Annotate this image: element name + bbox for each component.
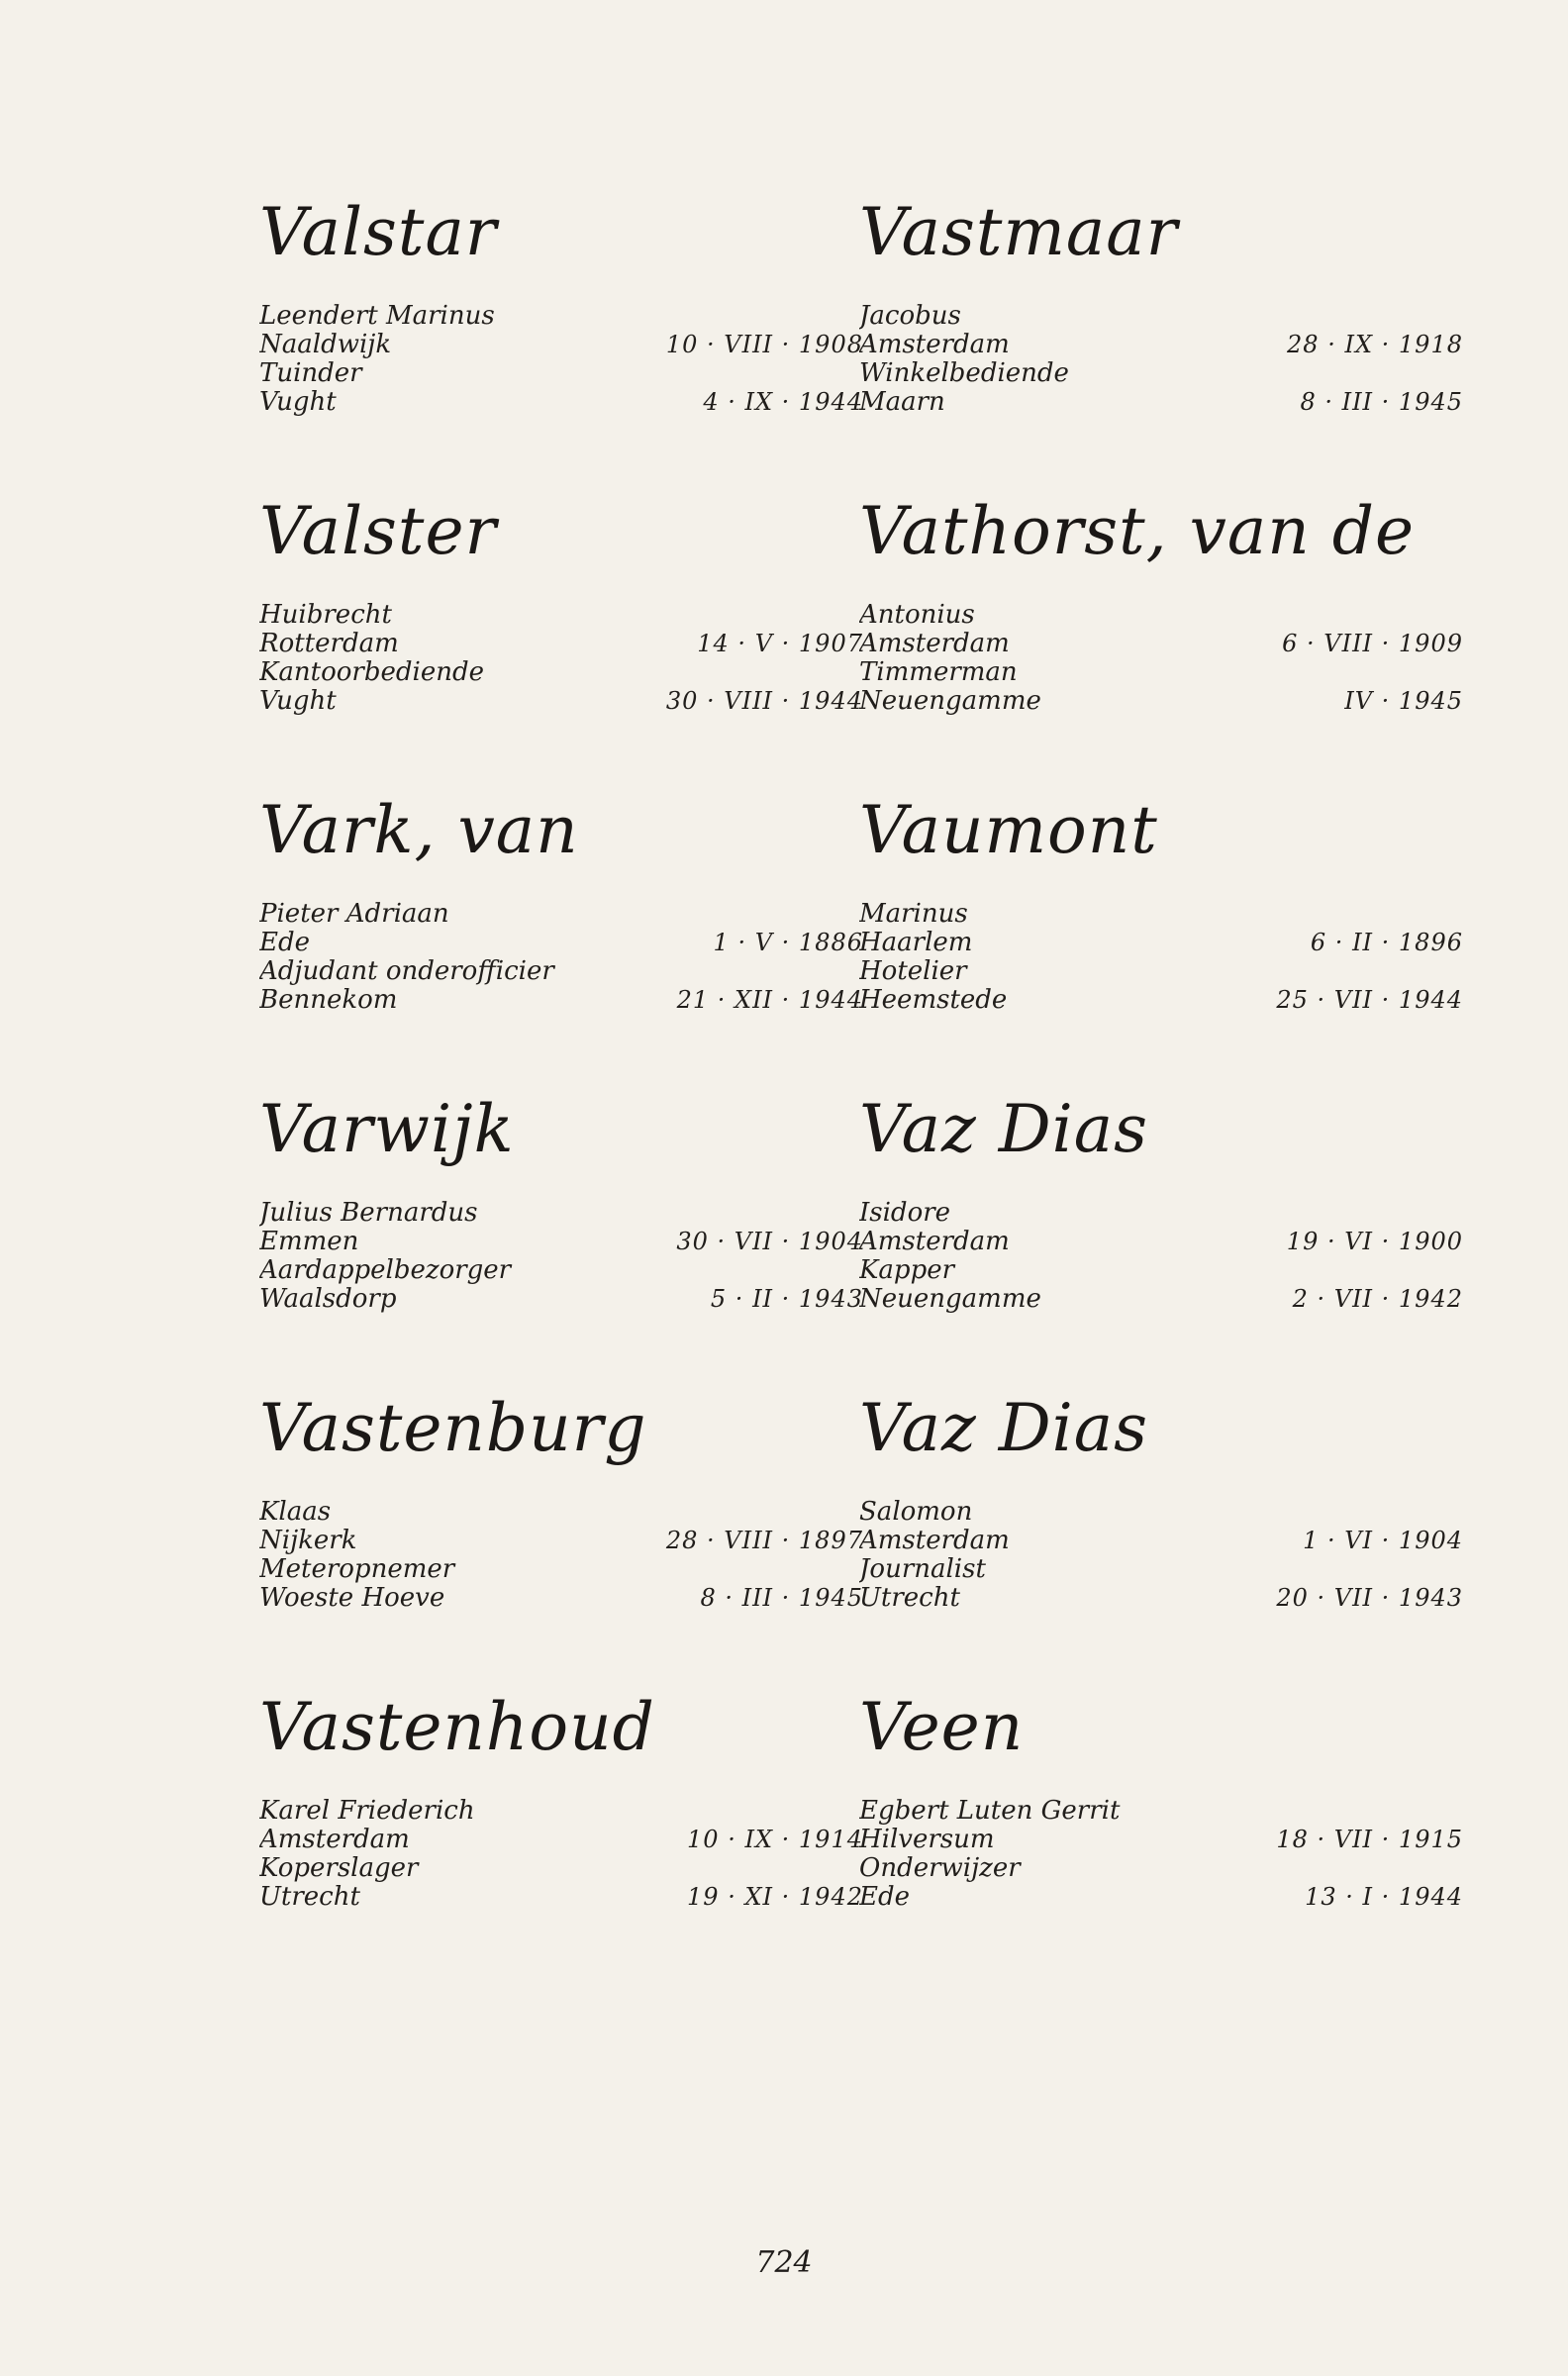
death-place: Neuengamme [859,687,1041,716]
given-names: Pieter Adriaan [259,900,449,929]
given-names-row [259,1199,863,1228]
surname: Varwijk [259,1091,515,1167]
death-date: 20 · VII · 1943 [1276,1584,1463,1612]
given-names: Leendert Marinus [259,302,495,331]
death-row [859,388,1463,417]
given-names-row [859,1797,1463,1826]
occupation: Journalist [859,1555,986,1584]
death-date: 21 · XII · 1944 [676,986,863,1014]
occupation: Kapper [859,1256,955,1285]
birth-date: 14 · V · 1907 [697,630,863,657]
birth-row [859,929,1463,957]
birth-place: Ede [259,929,311,957]
surname: Vaz Dias [859,1091,1148,1167]
death-row [259,687,863,716]
surname: Vastmaar [859,194,1179,270]
birth-place: Amsterdam [259,1826,410,1854]
occupation: Aardappelbezorger [259,1256,512,1285]
occupation: Kantoorbediende [259,658,485,687]
birth-date: 1 · VI · 1904 [1303,1527,1463,1554]
given-names-row [859,900,1463,929]
birth-row [259,929,863,957]
death-place: Utrecht [859,1584,960,1613]
right-column [859,193,1463,1987]
birth-row [259,1527,863,1555]
entry [259,1389,863,1688]
death-place: Woeste Hoeve [259,1584,445,1613]
death-row [259,1584,863,1613]
birth-row [259,630,863,658]
occupation-row [859,1555,1463,1584]
occupation: Tuinder [259,359,362,388]
death-row [859,1883,1463,1912]
entry [859,791,1463,1090]
birth-place: Amsterdam [859,1527,1010,1555]
occupation: Meteropnemer [259,1555,455,1584]
birth-row [859,1527,1463,1555]
birth-date: 6 · II · 1896 [1310,929,1463,956]
occupation: Winkelbediende [859,359,1069,388]
death-place: Heemstede [859,986,1008,1015]
surname: Veen [859,1689,1025,1765]
occupation-row [859,359,1463,388]
birth-row [259,331,863,359]
given-names: Huibrecht [259,601,392,630]
given-names: Egbert Luten Gerrit [859,1797,1121,1826]
surname: Valstar [259,194,498,270]
given-names: Salomon [859,1498,973,1527]
death-row [259,1883,863,1912]
given-names-row [259,601,863,630]
birth-date: 1 · V · 1886 [713,929,863,956]
death-place: Waalsdorp [259,1285,397,1314]
death-place: Maarn [859,388,945,417]
entry [859,1389,1463,1688]
entry [859,193,1463,492]
birth-place: Hilversum [859,1826,995,1854]
entry [259,1090,863,1389]
occupation-row [859,1256,1463,1285]
entry [259,492,863,791]
birth-row [859,331,1463,359]
birth-place: Amsterdam [859,331,1010,359]
given-names: Antonius [859,601,975,630]
entry [859,1688,1463,1987]
given-names: Karel Friederich [259,1797,475,1826]
death-row [259,986,863,1015]
entry [259,193,863,492]
given-names: Jacobus [859,302,961,331]
entry [259,1688,863,1987]
given-names: Isidore [859,1199,951,1228]
entry [259,791,863,1090]
entry [859,492,1463,791]
given-names: Julius Bernardus [259,1199,478,1228]
given-names-row [859,302,1463,331]
surname: Vark, van [259,792,579,868]
death-place: Utrecht [259,1883,360,1912]
birth-date: 28 · VIII · 1897 [665,1527,863,1554]
death-date: IV · 1945 [1344,687,1463,715]
occupation-row [259,359,863,388]
birth-row [859,1826,1463,1854]
death-date: 30 · VIII · 1944 [665,687,863,715]
death-date: 4 · IX · 1944 [703,388,863,416]
death-date: 25 · VII · 1944 [1276,986,1463,1014]
birth-date: 10 · VIII · 1908 [665,331,863,358]
death-date: 2 · VII · 1942 [1292,1285,1463,1313]
death-date: 13 · I · 1944 [1305,1883,1463,1911]
given-names: Klaas [259,1498,332,1527]
birth-row [259,1228,863,1256]
death-row [859,986,1463,1015]
occupation-row [859,658,1463,687]
occupation-row [259,1555,863,1584]
occupation-row [859,1854,1463,1883]
birth-row [859,630,1463,658]
surname: Vaz Dias [859,1390,1148,1466]
death-place: Vught [259,388,337,417]
death-date: 8 · III · 1945 [700,1584,863,1612]
birth-place: Amsterdam [859,630,1010,658]
death-row [859,687,1463,716]
death-place: Ede [859,1883,911,1912]
birth-place: Emmen [259,1228,359,1256]
given-names-row [259,1797,863,1826]
death-date: 8 · III · 1945 [1300,388,1463,416]
birth-row [259,1826,863,1854]
birth-place: Nijkerk [259,1527,357,1555]
page-number: 724 [755,2245,813,2280]
occupation-row [859,957,1463,986]
death-place: Vught [259,687,337,716]
birth-date: 28 · IX · 1918 [1287,331,1463,358]
surname: Valster [259,493,498,569]
entry [859,1090,1463,1389]
death-row [259,388,863,417]
death-row [259,1285,863,1314]
given-names-row [859,1498,1463,1527]
birth-place: Rotterdam [259,630,399,658]
birth-date: 19 · VI · 1900 [1286,1228,1463,1255]
birth-date: 30 · VII · 1904 [676,1228,863,1255]
given-names-row [259,1498,863,1527]
occupation-row [259,957,863,986]
death-place: Neuengamme [859,1285,1041,1314]
given-names: Marinus [859,900,968,929]
birth-row [859,1228,1463,1256]
given-names-row [259,900,863,929]
occupation: Hotelier [859,957,967,986]
occupation: Onderwijzer [859,1854,1021,1883]
occupation-row [259,658,863,687]
birth-place: Haarlem [859,929,973,957]
birth-date: 6 · VIII · 1909 [1282,630,1463,657]
occupation-row [259,1854,863,1883]
surname: Vastenhoud [259,1689,655,1765]
birth-date: 18 · VII · 1915 [1276,1826,1463,1853]
surname: Vastenburg [259,1390,647,1466]
given-names-row [859,1199,1463,1228]
birth-place: Amsterdam [859,1228,1010,1256]
death-place: Bennekom [259,986,398,1015]
given-names-row [259,302,863,331]
birth-date: 10 · IX · 1914 [687,1826,863,1853]
death-row [859,1584,1463,1613]
birth-place: Naaldwijk [259,331,392,359]
death-date: 5 · II · 1943 [710,1285,863,1313]
death-row [859,1285,1463,1314]
surname: Vaumont [859,792,1158,868]
surname: Vathorst, van de [859,493,1416,569]
occupation: Adjudant onderofficier [259,957,554,986]
given-names-row [859,601,1463,630]
left-column [259,193,863,1987]
occupation: Timmerman [859,658,1018,687]
occupation: Koperslager [259,1854,419,1883]
occupation-row [259,1256,863,1285]
death-date: 19 · XI · 1942 [687,1883,863,1911]
